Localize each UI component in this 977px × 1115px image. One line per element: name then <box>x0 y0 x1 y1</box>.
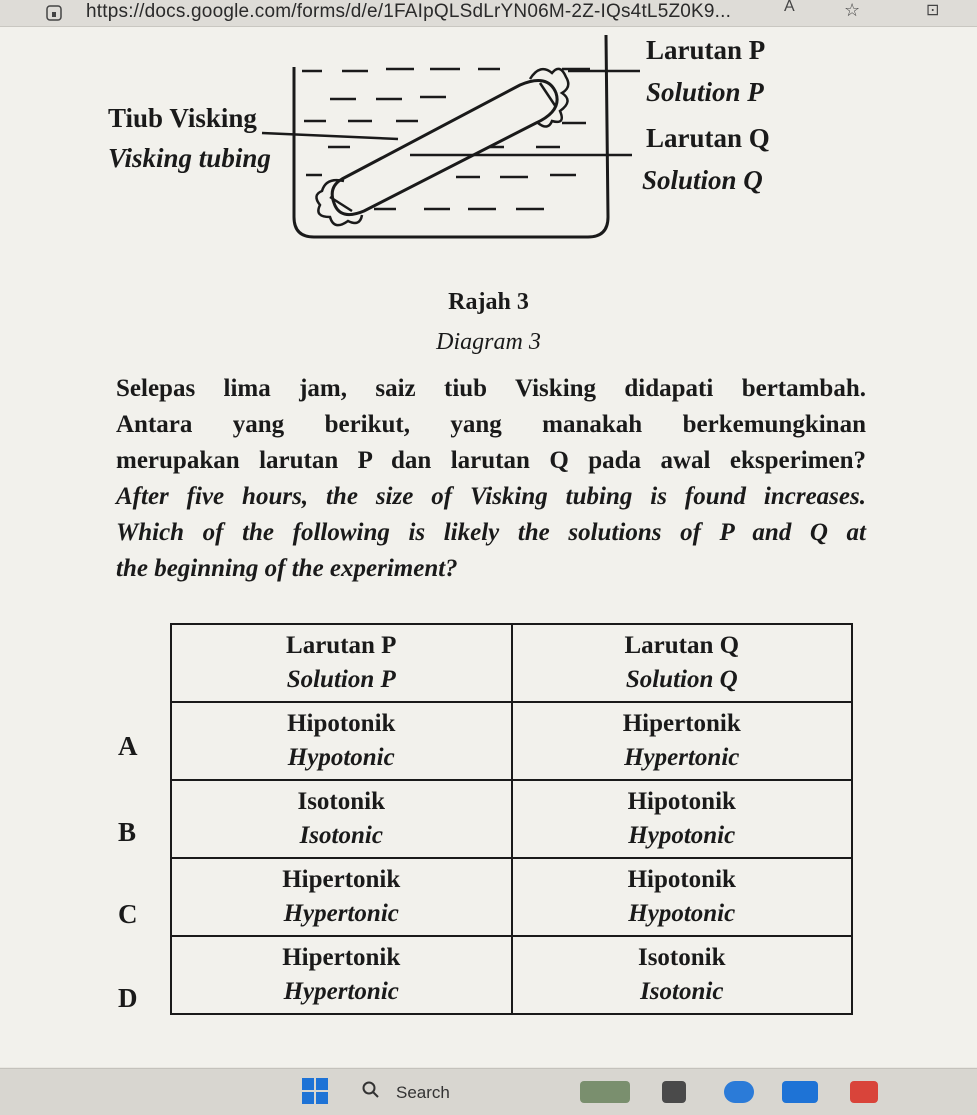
search-icon <box>362 1081 380 1104</box>
cell-p <box>171 858 512 936</box>
cell-q-en: Hypotonic <box>628 900 736 927</box>
collections-icon[interactable]: ⊡ <box>926 2 940 19</box>
label-solution-p-en: Solution P <box>646 77 764 107</box>
question-ms-line: merupakan larutan P dan larutan Q pada awal eksperimen? <box>116 447 866 474</box>
reader-view-icon[interactable]: A <box>784 0 795 15</box>
header-solution-p <box>171 624 512 702</box>
label-solution-p-ms: Larutan P <box>646 35 766 65</box>
form-page <box>0 27 977 1067</box>
cell-p-ms: Hipotonik <box>287 710 396 737</box>
cell-p-ms: Isotonik <box>297 788 386 815</box>
cell-q-en: Isotonic <box>640 978 724 1005</box>
cell-p-en: Hypertonic <box>283 978 399 1005</box>
cell-q <box>512 858 853 936</box>
start-windows-icon[interactable] <box>302 1078 328 1104</box>
cell-q <box>512 936 853 1014</box>
cell-p <box>171 780 512 858</box>
favorite-star-icon[interactable]: ☆ <box>844 0 861 20</box>
option-letter-c: C <box>118 899 138 929</box>
question-en-line: the beginning of the experiment? <box>116 555 458 582</box>
cell-p <box>171 936 512 1014</box>
browser-address-bar[interactable] <box>0 0 977 27</box>
cell-q-ms: Hipotonik <box>627 788 736 815</box>
option-letter-d: D <box>118 983 138 1013</box>
option-row-a[interactable] <box>171 702 852 780</box>
diagram-caption-ms: Rajah 3 <box>448 289 529 315</box>
header-q-ms: Larutan Q <box>624 632 740 659</box>
question-ms-line: Selepas lima jam, saiz tiub Visking didapati bertambah. <box>116 375 866 402</box>
option-row-c[interactable] <box>171 858 852 936</box>
header-solution-q <box>512 624 853 702</box>
label-tubing-ms: Tiub Visking <box>108 103 257 133</box>
question-en-line: After five hours, the size of Visking tubing is found increases. <box>116 483 866 510</box>
taskbar-app-icon[interactable] <box>662 1081 686 1103</box>
header-p-ms: Larutan P <box>286 632 397 659</box>
cell-q <box>512 780 853 858</box>
taskbar-widgets-icon[interactable] <box>580 1081 630 1103</box>
label-solution-q-ms: Larutan Q <box>646 123 770 153</box>
cell-q-ms: Hipertonik <box>622 710 741 737</box>
label-solution-q-en: Solution Q <box>642 165 763 195</box>
cell-p-en: Isotonic <box>299 822 383 849</box>
cell-p-en: Hypertonic <box>283 900 399 927</box>
cell-p-ms: Hipertonik <box>282 866 401 893</box>
question-en-line: Which of the following is likely the solutions of P and Q at <box>116 519 866 546</box>
question-text <box>116 371 866 587</box>
option-row-b[interactable] <box>171 780 852 858</box>
cell-p <box>171 702 512 780</box>
options-table <box>170 623 853 1015</box>
question-ms-line: Antara yang berikut, yang manakah berkemungkinan <box>116 411 866 438</box>
label-tubing-en: Visking tubing <box>108 143 271 173</box>
taskbar-browser-icon[interactable] <box>724 1081 754 1103</box>
header-p-en: Solution P <box>286 666 396 693</box>
cell-q-en: Hypotonic <box>628 822 736 849</box>
taskbar-app-icon[interactable] <box>850 1081 878 1103</box>
tubing-pointer <box>262 133 398 139</box>
option-letter-a: A <box>118 731 138 761</box>
search-label: Search <box>396 1083 450 1102</box>
header-q-en: Solution Q <box>625 666 738 693</box>
site-info-icon[interactable] <box>46 5 62 21</box>
taskbar-search-button[interactable] <box>350 1076 580 1108</box>
option-row-d[interactable] <box>171 936 852 1014</box>
taskbar-app-icon[interactable] <box>782 1081 818 1103</box>
cell-q-ms: Hipotonik <box>627 866 736 893</box>
cell-p-ms: Hipertonik <box>282 944 401 971</box>
option-letter-b: B <box>118 817 137 847</box>
cell-q-ms: Isotonik <box>637 944 726 971</box>
url-text[interactable]: https://docs.google.com/forms/d/e/1FAIpQLSdLrYN06M-2Z-IQs4tL5Z0K9... <box>86 1 732 22</box>
taskbar <box>0 1068 977 1115</box>
cell-q-en: Hypertonic <box>624 744 740 771</box>
cell-p-en: Hypotonic <box>287 744 395 771</box>
cell-q <box>512 702 853 780</box>
visking-tube <box>332 81 557 215</box>
table-header-row <box>171 624 852 702</box>
diagram-caption-en: Diagram 3 <box>436 329 541 355</box>
